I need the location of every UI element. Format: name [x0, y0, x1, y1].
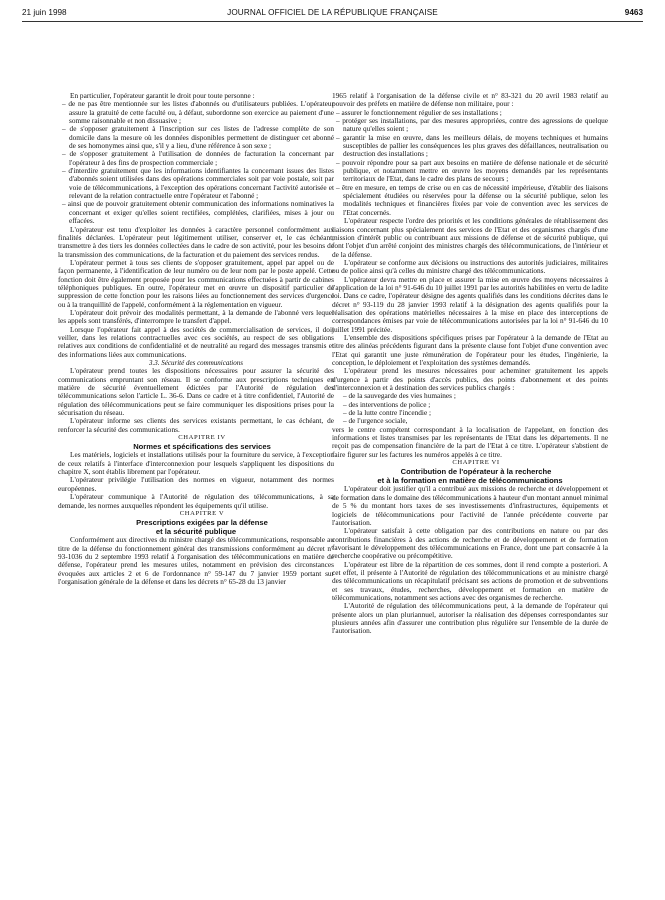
section-title-3-3: 3.3. Sécurité des communications	[149, 359, 243, 367]
list-item: – de s'opposer gratuitement à l'utilisation de données de facturation la concernant par l'opérateur à des fins de prospection commerciale ;	[62, 149, 334, 167]
list-item: – de la sauvegarde des vies humaines ;	[343, 391, 456, 401]
paragraph: 1965 relatif à l'organisation de la défense civile et n° 83-321 du 20 avril 1983 relatif au pouvoir des préfets en matière de défense non militaire, pour :	[332, 91, 608, 109]
list-item: – de s'opposer gratuitement à l'inscription sur ces listes de l'adresse complète de son domicile dans la mesure où les données disponibles permettent de distinguer cet abonné de ses homonymes ainsi que, s'il y a lieu, d'une référence à son sexe ;	[62, 124, 334, 151]
chapter-title-5-line-2: et la sécurité publique	[155, 527, 237, 537]
list-item: – des interventions de police ;	[343, 399, 431, 409]
paragraph: L'opérateur doit justifier qu'il a contribué aux missions de recherche et développement et de formation dans le domaine des télécommunications à hauteur d'un montant annuel minimal de 5 % du montant hors taxes de ses investissements d'infrastructures, équipements et logiciels de télécommunications pour l'activité de l'année précédente couverte par l'autorisation.	[332, 484, 608, 527]
chapter-heading-5: CHAPITRE V	[179, 509, 225, 517]
paragraph: L'opérateur satisfait à cette obligation par des contributions en nature ou par des contributions financières à des actions de recherche et de développement et de formation favorisant le développement des télécommunications en France, dont une part consacrée à la recherche coopérative ou précompétitive.	[332, 526, 608, 561]
left-column	[58, 92, 334, 586]
list-item: – pouvoir répondre pour sa part aux besoins en matière de défense nationale et de sécurité publique, et notamment mettre en œuvre les moyens demandés par les représentants territoriaux de l'Etat, dans le cadre des plans de secours ;	[336, 157, 608, 184]
paragraph: L'ensemble des dispositions spécifiques prises par l'opérateur à la demande de l'Etat au titre des alinéas précédents figurant dans la présente clause font l'objet d'une convention avec l'Etat qui garantit une juste rémunération de l'opérateur pour les études, l'ingénierie, la conception, le déploiement et l'exploitation des systèmes demandés.	[332, 332, 608, 367]
paragraph: L'opérateur prend toutes les dispositions nécessaires pour assurer la sécurité des communications empruntant son réseau. Il se conforme aux prescriptions techniques en matière de sécurité éventuellement édictées par l'Autorité de régulation des télécommunications selon l'article L. 36-6. Dans ce cadre et à titre confidentiel, l'Autorité de régulation des télécommunications peut se faire communiquer les dispositions prises pour la sécurisation du réseau.	[58, 366, 334, 418]
paragraph: vers le centre compétent correspondant à la localisation de l'appelant, en fonction des informations et listes transmises par les représentants de l'Etat dans les départements. Il ne reçoit pas de compensation financière de la part de l'Etat à ce titre. L'opérateur s'abstient de faire figurer sur les factures les numéros appelés à ce titre.	[332, 424, 608, 459]
list-item: – de la lutte contre l'incendie ;	[343, 408, 432, 418]
paragraph: L'opérateur privilégie l'utilisation des normes en vigueur, notamment des normes européennes.	[58, 475, 334, 493]
paragraph: L'opérateur se conforme aux décisions ou instructions des autorités judiciaires, militaires ou de police ainsi qu'à celles du ministre chargé des télécommunications.	[332, 257, 608, 276]
paragraph: L'opérateur permet à tous ses clients de s'opposer gratuitement, appel par appel ou de façon permanente, à l'identification de leur numéro ou de leur nom par le poste appelé. Cette fonction doit être également proposée pour les communications effectuées à partir de cabines téléphoniques publiques. En outre, l'opérateur met en œuvre un dispositif particulier de suppression de cette fonction pour les raisons liées au fonctionnement des services d'urgence ou à la tranquillité de l'appelé, conformément à la réglementation en vigueur.	[58, 257, 334, 309]
list-item: – protéger ses installations, par des mesures appropriées, contre des agressions de quelque nature qu'elles soient ;	[336, 116, 608, 134]
list-item: – être en mesure, en temps de crise ou en cas de nécessité impérieuse, d'établir des liaisons spécialement étudiées ou réservées pour la défense ou la sécurité publique, selon les modalités techniques et financières fixées par voie de convention avec les services de l'Etat concernés.	[336, 182, 608, 217]
paragraph: Les matériels, logiciels et installations utilisés pour la fourniture du service, à l'exception de ceux relatifs à l'interface d'interconnexion pour lesquels s'appliquent les dispositions du chapitre X, sont établis librement par l'opérateur.	[58, 450, 334, 477]
paragraph: L'opérateur informe ses clients des services existants permettant, le cas échéant, de renforcer la sécurité des communications.	[58, 416, 334, 434]
list-item: – assurer le fonctionnement régulier de ses installations ;	[336, 107, 502, 117]
list-item: – de ne pas être mentionnée sur les listes d'abonnés ou d'utilisateurs publiées. L'opérateur assure la gratuité de cette faculté ou, à défaut, subordonne son exercice au paiement d'une somme raisonnable et non dissuasive ;	[62, 99, 334, 126]
chapter-title-5	[58, 518, 334, 536]
list-item: – garantir la mise en œuvre, dans les meilleurs délais, de moyens techniques et humains susceptibles de pallier les conséquences les plus graves des défaillances, neutralisation ou destruction des installations ;	[336, 132, 608, 159]
paragraph: En particulier, l'opérateur garantit le droit pour toute personne :	[70, 91, 255, 100]
chapter-title-6-line-1: Contribution de l'opérateur à la recherche	[400, 467, 552, 477]
chapter-heading-4: CHAPITRE IV	[178, 434, 226, 442]
paragraph: Conformément aux directives du ministre chargé des télécommunications, responsable au titre de la défense du fonctionnement général des transmissions conformément au décret n° 93-1036 du 2 septembre 1993 relatif à l'organisation des télécommunications en matière de défense, l'opérateur prend les mesures utiles, notamment en prévision des circonstances évoquées aux articles 2 et 6 de l'ordonnance n° 59-147 du 7 janvier 1959 portant sur l'organisation générale de la défense et dans les décrets n° 65-28 du 13 janvier	[58, 535, 334, 586]
chapter-title-4: Normes et spécifications des services	[133, 442, 271, 452]
paragraph: L'opérateur doit prévoir des modalités permettant, à la demande de l'abonné vers lequel les appels sont transférés, d'interrompre le transfert d'appel.	[58, 307, 334, 326]
paragraph: L'opérateur prend les mesures nécessaires pour acheminer gratuitement les appels d'urgence à partir des points d'accès publics, des points d'abonnement et des points d'interconnexion et à destination des services publics chargés :	[332, 366, 608, 393]
page-header	[22, 8, 643, 20]
paragraph: L'opérateur communique à l'Autorité de régulation des télécommunications, à sa demande, les normes auxquelles répondent les équipements qu'il utilise.	[58, 492, 334, 510]
list-item: – de l'urgence sociale,	[343, 416, 408, 426]
header-rule	[22, 21, 643, 22]
header-journal-title: JOURNAL OFFICIEL DE LA RÉPUBLIQUE FRANÇAISE	[227, 8, 438, 17]
paragraph: L'opérateur est libre de la répartition de ces sommes, dont il rend compte a posteriori. A cet effet, il présente à l'Autorité de régulation des télécommunications et au ministre chargé des télécommunications un récapitulatif précisant ses actions de promotion et de subventions et ses travaux, études, recherches, développement et formation en matière de télécommunications, notamment ses actions avec des organismes de recherche.	[332, 559, 608, 602]
paragraph: Lorsque l'opérateur fait appel à des sociétés de commercialisation de services, il doit veiller, dans les relations contractuelles avec ces sociétés, au respect de ses obligations relatives aux conditions de confidentialité et de neutralité au regard des messages transmis et des informations liées aux communications.	[58, 324, 334, 359]
chapter-title-6-line-2: et à la formation en matière de télécommunications	[377, 476, 563, 486]
header-date: 21 juin 1998	[22, 8, 67, 17]
list-item: – ainsi que de pouvoir gratuitement obtenir communication des informations nominatives la concernant et exiger qu'elles soient rectifiées, complétées, clarifiées, mises à jour ou effacées.	[62, 199, 334, 226]
chapter-title-6	[332, 467, 608, 485]
paragraph: L'Autorité de régulation des télécommunications peut, à la demande de l'opérateur qui présente alors un plan pluriannuel, autoriser la réalisation des dépenses correspondantes sur plusieurs années afin d'assurer une contribution plus régulière sur l'ensemble de la durée de l'autorisation.	[332, 601, 608, 636]
header-page-number: 9463	[624, 8, 643, 17]
paragraph: L'opérateur devra mettre en place et assurer la mise en œuvre des moyens nécessaires à l'application de la loi n° 91-646 du 10 juillet 1991 par les autorités habilitées en vertu de ladite loi. Dans ce cadre, l'opérateur désigne des agents qualifiés dans les conditions décrites dans le décret n° 93-119 du 28 janvier 1993 relatif à la désignation des agents qualifiés pour la réalisation des opérations matérielles nécessaires à la mise en place des interceptions de correspondances émises par voie de télécommunications autorisées par la loi n° 91-646 du 10 juillet 1991 précitée.	[332, 274, 608, 334]
right-column	[332, 92, 608, 636]
paragraph: L'opérateur respecte l'ordre des priorités et les conditions générales de rétablissement des liaisons concernant plus spécialement des services de l'Etat et des organismes chargés d'une mission d'intérêt public ou contribuant aux missions de défense et de sécurité publique, qui font l'objet d'un arrêté conjoint des ministres chargés des télécommunications, de l'intérieur et de la défense.	[332, 216, 608, 259]
list-item: – d'interdire gratuitement que les informations identifiantes la concernant issues des listes d'abonnés soient utilisées dans des opérations commerciales soit par voie postale, soit par voie de télécommunications, à l'exception des opérations concernant l'activité autorisée et relevant de la relation contractuelle entre l'opérateur et l'abonné ;	[62, 166, 334, 201]
chapter-heading-6: CHAPITRE VI	[452, 459, 500, 467]
chapter-title-5-line-1: Prescriptions exigées par la défense	[136, 518, 268, 528]
paragraph: L'opérateur est tenu d'exploiter les données à caractère personnel conformément aux finalités déclarées. L'opérateur peut légitimement utiliser, conserver et, le cas échéant, transmettre à des tiers les données collectées dans le cadre de son activité, pour les besoins de la transmission des communications, de la facturation et du paiement des services rendus.	[58, 224, 334, 259]
